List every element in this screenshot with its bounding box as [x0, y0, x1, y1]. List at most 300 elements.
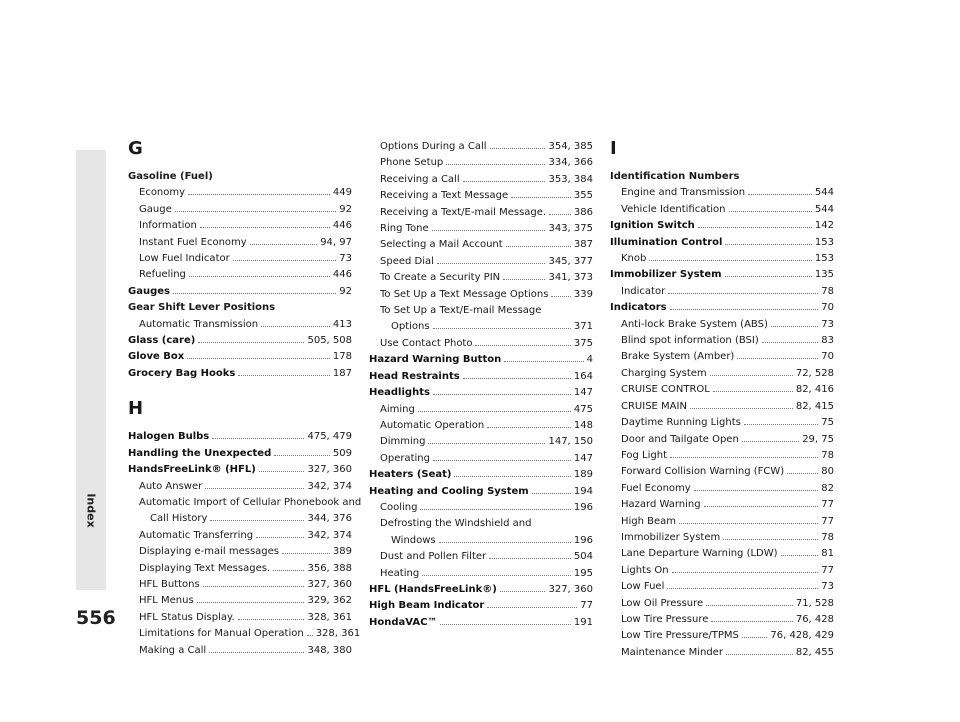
entry-pages: 78 [821, 449, 834, 461]
dot-leader [432, 230, 546, 231]
index-main-entry [128, 333, 352, 349]
entry-label: Ignition Switch [610, 220, 695, 232]
dot-leader [549, 214, 571, 215]
index-main-entry [128, 462, 352, 478]
entry-label: Engine and Transmission [621, 187, 746, 199]
index-sub-entry [610, 497, 834, 513]
index-sub-entry [610, 464, 834, 480]
entry-label: HFL Status Display. [139, 611, 235, 623]
entry-pages: 75 [821, 417, 834, 429]
page-number: 556 [76, 607, 116, 629]
entry-pages: 73 [821, 318, 834, 330]
section-letter: G [128, 138, 143, 159]
dot-leader [282, 553, 330, 554]
index-main-entry [128, 446, 352, 462]
entry-pages: 191 [573, 616, 593, 628]
index-sub-entry [369, 172, 593, 188]
entry-label: HFL Menus [139, 595, 194, 607]
entry-pages: 73 [339, 253, 352, 265]
index-sub-entry [610, 349, 834, 365]
entry-label: Hazard Warning Button [369, 354, 502, 366]
index-sub-entry [610, 530, 834, 546]
dot-leader [489, 558, 571, 559]
index-main-entry [369, 598, 593, 614]
index-sub-entry [128, 511, 352, 527]
entry-label: Charging System [621, 367, 707, 379]
dot-leader [256, 537, 304, 538]
index-sub-entry [128, 577, 352, 593]
dot-leader [187, 358, 330, 359]
entry-label: Glove Box [128, 351, 185, 363]
entry-label: Heating [380, 567, 420, 579]
entry-pages: 189 [573, 469, 593, 481]
entry-pages: 328, 361 [307, 611, 352, 623]
dot-leader [710, 375, 793, 376]
entry-label: Gasoline (Fuel) [128, 171, 213, 182]
index-sub-entry [369, 402, 593, 418]
entry-label: Halogen Bulbs [128, 431, 210, 443]
entry-label: Displaying e-mail messages [139, 546, 280, 558]
entry-pages: 82, 416 [795, 384, 834, 396]
dot-leader [273, 570, 304, 571]
index-main-entry [610, 218, 834, 234]
entry-pages: 82 [821, 482, 834, 494]
entry-pages: 353, 384 [548, 173, 593, 185]
dot-leader [690, 408, 793, 409]
index-main-entry [610, 300, 834, 316]
index-sub-entry [610, 185, 834, 201]
entry-label: Low Tire Pressure/TPMS [621, 630, 739, 642]
entry-pages: 80 [821, 466, 834, 478]
dot-leader [433, 394, 571, 395]
entry-label: Handling the Unexpected [128, 447, 272, 459]
dot-leader [667, 588, 818, 589]
entry-label: Receiving a Text Message [380, 190, 509, 202]
entry-pages: 354, 385 [548, 141, 593, 152]
dot-leader [209, 652, 304, 653]
index-main-entry [369, 484, 593, 500]
dot-leader [175, 211, 337, 212]
entry-pages: 348, 380 [307, 644, 352, 656]
index-main-entry [369, 467, 593, 483]
entry-label: Gauges [128, 285, 170, 297]
index-main-entry [369, 385, 593, 401]
index-sub-entry [128, 251, 352, 267]
index-sub-entry [610, 612, 834, 628]
index-sub-entry [128, 610, 352, 626]
dot-leader [463, 181, 546, 182]
entry-label: Aiming [380, 403, 415, 415]
dot-leader [428, 443, 545, 444]
index-sub-entry [610, 284, 834, 300]
dot-leader [259, 471, 305, 472]
dot-leader [437, 263, 546, 264]
entry-label: Low Fuel Indicator [139, 253, 230, 265]
entry-label: Use Contact Photo [380, 337, 473, 349]
index-column-3 [610, 136, 834, 661]
section-letter: H [128, 398, 144, 420]
entry-pages: 345, 377 [548, 255, 593, 267]
index-sub-entry [610, 645, 834, 661]
entry-pages: 70 [821, 302, 834, 314]
index-sub-entry [369, 139, 593, 155]
index-sub-entry [369, 566, 593, 582]
index-column-1 [128, 136, 362, 659]
entry-label: Hazard Warning [621, 499, 701, 511]
index-main-entry [128, 284, 352, 300]
entry-label: Headlights [369, 387, 430, 399]
entry-label: To Set Up a Text/E-mail Message [380, 305, 542, 317]
index-sub-entry [369, 319, 593, 335]
entry-pages: 196 [573, 501, 593, 513]
entry-label: High Beam [621, 515, 677, 527]
entry-pages: 505, 508 [307, 335, 352, 347]
dot-leader [487, 427, 571, 428]
entry-pages: 194 [573, 485, 593, 497]
entry-pages: 449 [332, 187, 352, 199]
dot-leader [463, 378, 571, 379]
entry-label: Automatic Transferring [139, 529, 254, 541]
entry-label: Automatic Import of Cellular Phonebook and [139, 496, 362, 508]
index-sub-entry [369, 221, 593, 237]
index-sub-entry [128, 643, 352, 659]
entry-label: Selecting a Mail Account [380, 239, 503, 251]
entry-label: Options [391, 321, 430, 333]
dot-leader [203, 586, 305, 587]
index-sub-entry [128, 544, 352, 560]
entry-pages: 4 [586, 354, 593, 366]
dot-leader [420, 509, 570, 510]
index-main-entry [128, 300, 352, 316]
dot-leader [713, 391, 793, 392]
dot-leader [771, 326, 818, 327]
index-sub-entry [128, 185, 352, 201]
dot-leader [439, 542, 571, 543]
dot-leader [744, 424, 818, 425]
entry-label: Automatic Transmission [139, 318, 259, 330]
dot-leader [200, 227, 330, 228]
dot-leader [511, 197, 571, 198]
index-sub-entry [369, 188, 593, 204]
entry-pages: 142 [814, 220, 834, 232]
entry-label: Knob [621, 253, 647, 265]
entry-label: CRUISE MAIN [621, 400, 687, 412]
entry-pages: 77 [580, 600, 593, 612]
index-sub-entry [610, 432, 834, 448]
entry-pages: 475, 479 [307, 431, 352, 443]
dot-leader [742, 441, 799, 442]
entry-label: Lights On [621, 564, 669, 576]
entry-pages: 153 [814, 253, 834, 265]
index-sub-entry [610, 251, 834, 267]
entry-label: Fog Light [621, 449, 667, 461]
index-sub-entry [610, 202, 834, 218]
entry-label: Auto Answer [139, 480, 203, 492]
index-main-entry [610, 267, 834, 283]
entry-label: Automatic Operation [380, 419, 485, 431]
entry-pages: 341, 373 [548, 272, 593, 284]
entry-pages: 375 [573, 337, 593, 349]
entry-pages: 355 [573, 190, 593, 202]
dot-leader [725, 244, 811, 245]
index-main-entry [369, 582, 593, 598]
index-sub-entry [610, 382, 834, 398]
entry-pages: 475 [573, 403, 593, 415]
entry-pages: 76, 428 [795, 613, 834, 625]
index-sub-entry [128, 593, 352, 609]
dot-leader [189, 276, 330, 277]
index-sub-entry [369, 549, 593, 565]
index-tab-label: Index [84, 492, 98, 528]
entry-pages: 329, 362 [307, 595, 352, 607]
entry-pages: 147 [573, 387, 593, 399]
entry-pages: 446 [332, 269, 352, 281]
index-sub-entry [369, 237, 593, 253]
index-sub-entry [610, 628, 834, 644]
index-sub-entry [128, 626, 361, 642]
entry-pages: 82, 455 [795, 646, 834, 658]
index-sub-entry [610, 317, 834, 333]
dot-leader [197, 602, 305, 603]
dot-leader [454, 476, 570, 477]
entry-pages: 342, 374 [307, 480, 352, 492]
index-sub-entry [610, 596, 834, 612]
index-sub-entry [369, 500, 593, 516]
entry-pages: 195 [573, 567, 593, 579]
index-main-entry [610, 235, 834, 251]
entry-label: Low Tire Pressure [621, 613, 709, 625]
entry-label: Forward Collision Warning (FCW) [621, 466, 785, 478]
index-sub-entry [610, 333, 834, 349]
index-main-entry [128, 429, 352, 445]
entry-pages: 29, 75 [802, 433, 834, 445]
dot-leader [726, 654, 793, 655]
dot-leader [704, 506, 819, 507]
entry-label: Call History [150, 513, 208, 525]
dot-leader [210, 520, 304, 521]
entry-pages: 70 [821, 351, 834, 363]
entry-label: Windows [391, 534, 436, 546]
dot-leader [737, 358, 818, 359]
dot-leader [446, 164, 545, 165]
entry-pages: 196 [573, 534, 593, 546]
entry-pages: 339 [573, 288, 593, 300]
entry-label: Immobilizer System [610, 269, 722, 281]
entry-pages: 82, 415 [795, 400, 834, 412]
dot-leader [487, 607, 577, 608]
entry-pages: 327, 360 [307, 464, 352, 476]
index-sub-entry [369, 451, 593, 467]
dot-leader [212, 438, 304, 439]
dot-leader [238, 619, 305, 620]
dot-leader [433, 328, 571, 329]
entry-pages: 81 [821, 548, 834, 560]
dot-leader [670, 457, 818, 458]
index-sub-entry [369, 336, 593, 352]
entry-pages: 77 [821, 499, 834, 511]
index-sub-entry [369, 303, 593, 319]
index-sub-entry [128, 479, 352, 495]
index-sub-entry [369, 434, 593, 450]
dot-leader [711, 621, 792, 622]
entry-label: Dimming [380, 436, 426, 448]
entry-label: Head Restraints [369, 370, 460, 382]
section-letter: I [610, 138, 617, 159]
entry-label: Defrosting the Windshield and [380, 518, 532, 530]
dot-leader [723, 539, 818, 540]
entry-label: Identification Numbers [610, 171, 740, 182]
dot-leader [781, 555, 819, 556]
dot-leader [506, 246, 571, 247]
index-main-entry [128, 366, 352, 382]
entry-label: Gear Shift Lever Positions [128, 302, 276, 314]
dot-leader [440, 624, 571, 625]
entry-pages: 371 [573, 321, 593, 333]
dot-leader [205, 488, 304, 489]
dot-leader [274, 455, 330, 456]
entry-label: Heating and Cooling System [369, 485, 529, 497]
index-sub-entry [128, 202, 352, 218]
entry-pages: 78 [821, 285, 834, 297]
entry-pages: 343, 375 [548, 223, 593, 235]
entry-pages: 77 [821, 515, 834, 527]
entry-label: Ring Tone [380, 223, 429, 235]
index-main-entry [369, 369, 593, 385]
entry-label: Brake System (Amber) [621, 351, 735, 363]
dot-leader [188, 194, 330, 195]
entry-label: CRUISE CONTROL [621, 384, 710, 396]
index-sub-entry [610, 415, 834, 431]
dot-leader [504, 361, 583, 362]
entry-label: Dust and Pollen Filter [380, 551, 487, 563]
entry-label: Door and Tailgate Open [621, 433, 739, 445]
index-sub-entry [610, 481, 834, 497]
dot-leader [649, 260, 812, 261]
index-sub-entry [128, 235, 352, 251]
dot-leader [670, 309, 819, 310]
entry-label: Fuel Economy [621, 482, 691, 494]
entry-pages: 446 [332, 220, 352, 232]
entry-label: Speed Dial [380, 255, 434, 267]
entry-label: Lane Departure Warning (LDW) [621, 548, 778, 560]
index-sub-entry [610, 514, 834, 530]
entry-label: Options During a Call [380, 141, 487, 152]
entry-pages: 327, 360 [307, 578, 352, 590]
entry-pages: 328, 361 [315, 628, 361, 640]
entry-pages: 327, 360 [548, 583, 593, 595]
index-sub-entry [610, 546, 834, 562]
entry-pages: 92 [339, 203, 352, 215]
entry-pages: 153 [814, 236, 834, 248]
entry-pages: 386 [573, 206, 593, 218]
entry-pages: 77 [821, 564, 834, 576]
entry-pages: 178 [332, 351, 352, 363]
entry-label: Daytime Running Lights [621, 417, 741, 429]
dot-leader [261, 326, 330, 327]
index-sub-entry [128, 528, 352, 544]
entry-pages: 148 [573, 419, 593, 431]
dot-leader [706, 605, 793, 606]
dot-leader [433, 460, 571, 461]
entry-label: Limitations for Manual Operation [139, 628, 304, 640]
dot-leader [418, 411, 571, 412]
entry-label: HandsFreeLink® (HFL) [128, 464, 256, 476]
dot-leader [238, 375, 330, 376]
entry-pages: 92 [339, 285, 352, 297]
dot-leader [173, 293, 336, 294]
dot-leader [698, 227, 812, 228]
index-sub-entry [369, 418, 593, 434]
index-sub-entry [128, 267, 352, 283]
entry-label: Information [139, 220, 197, 232]
entry-pages: 389 [332, 546, 352, 558]
entry-pages: 504 [573, 551, 593, 563]
dot-leader [787, 473, 818, 474]
index-sub-entry [610, 563, 834, 579]
entry-pages: 76, 428, 429 [770, 630, 834, 642]
entry-label: Indicator [621, 285, 666, 297]
dot-leader [725, 276, 812, 277]
entry-label: To Create a Security PIN [380, 272, 501, 284]
entry-label: Maintenance Minder [621, 646, 723, 658]
entry-label: Instant Fuel Economy [139, 236, 247, 248]
index-sub-entry [369, 287, 593, 303]
dot-leader [422, 575, 571, 576]
entry-label: Anti-lock Brake System (ABS) [621, 318, 768, 330]
index-sub-entry [369, 270, 593, 286]
entry-pages: 413 [332, 318, 352, 330]
index-sub-entry [610, 399, 834, 415]
dot-leader [198, 342, 304, 343]
index-tab-label-box [76, 480, 106, 540]
entry-label: HFL (HandsFreeLink®) [369, 583, 497, 595]
entry-label: Refueling [139, 269, 186, 281]
dot-leader [694, 490, 819, 491]
entry-pages: 83 [821, 335, 834, 347]
entry-pages: 72, 528 [795, 367, 834, 379]
dot-leader [668, 293, 818, 294]
entry-pages: 164 [573, 370, 593, 382]
index-sub-entry [128, 495, 362, 511]
entry-label: Indicators [610, 302, 667, 314]
index-sub-entry [369, 205, 593, 221]
dot-leader [503, 279, 545, 280]
entry-pages: 509 [332, 447, 352, 459]
entry-pages: 342, 374 [307, 529, 352, 541]
dot-leader [532, 493, 571, 494]
dot-leader [475, 345, 570, 346]
index-sub-entry [610, 366, 834, 382]
entry-pages: 387 [573, 239, 593, 251]
dot-leader [233, 260, 337, 261]
index-sub-entry [128, 561, 352, 577]
dot-leader [551, 296, 570, 297]
entry-label: Vehicle Identification [621, 203, 726, 215]
entry-pages: 71, 528 [795, 597, 834, 609]
index-sub-entry [369, 155, 593, 171]
index-sub-entry [128, 317, 352, 333]
index-sub-entry [610, 448, 834, 464]
dot-leader [742, 637, 768, 638]
index-sub-entry [369, 533, 593, 549]
dot-leader [490, 148, 546, 149]
entry-pages: 135 [814, 269, 834, 281]
entry-pages: 147, 150 [548, 436, 593, 448]
index-main-entry [128, 169, 352, 185]
index-main-entry [610, 169, 834, 185]
dot-leader [672, 572, 819, 573]
entry-label: Operating [380, 452, 430, 464]
